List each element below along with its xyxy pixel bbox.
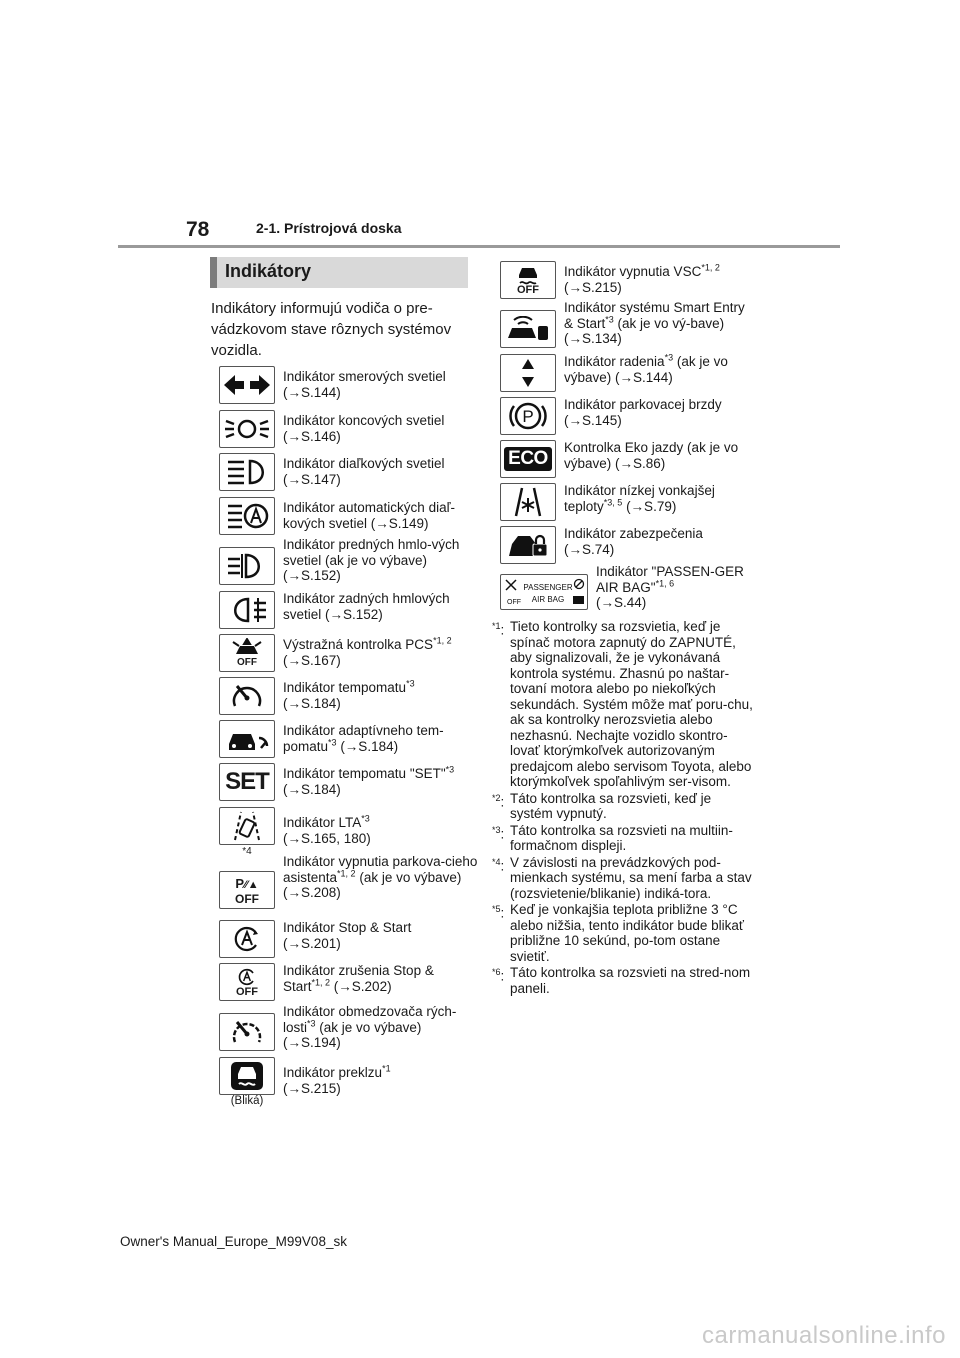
indicator-text: Výstražná kontrolka PCS$^{*1, 2}$ (→S.167) — [283, 635, 452, 668]
footnote: $^{*3}$: Táto kontrolka sa rozsvieti na multiin-formačnom displeji. — [492, 822, 733, 853]
indicator-text: Indikátor tempomatu "SET"$^{*3}$ (→S.184) — [283, 764, 455, 797]
tail-light-icon — [219, 410, 275, 448]
off-label: OFF — [235, 891, 259, 906]
indicator-text: Indikátor diaľkových svetiel (→S.147) — [283, 456, 445, 487]
indicator-text: Indikátor predných hmlo-vých svetiel (ak je vo výbave) (→S.152) — [283, 537, 460, 583]
high-beam-icon — [219, 453, 275, 491]
airbag-passenger-text: PASSENGER — [523, 583, 573, 592]
indicator-text: Indikátor preklzu$^{*1}$ (→S.215) — [283, 1063, 391, 1096]
indicator-text: Indikátor vypnutia parkova-cieho asistenta$^{*1, 2}$ (ak je vo výbave) (→S.208) — [283, 854, 478, 900]
slip-indicator-icon — [219, 1057, 275, 1095]
heading-bar — [210, 257, 468, 288]
indicator-text: Indikátor koncových svetiel (→S.146) — [283, 413, 445, 444]
footer-text: Owner's Manual_Europe_M99V08_sk — [120, 1234, 347, 1249]
indicator-text: Indikátor parkovacej brzdy (→S.145) — [564, 397, 722, 428]
indicator-text: Indikátor systému Smart Entry & Start$^{*3}$ (ak je vo vý-bave) (→S.134) — [564, 300, 745, 346]
indicator-text: Indikátor nízkej vonkajšej teploty$^{*3, 5}$ (→S.79) — [564, 483, 715, 514]
auto-high-beam-icon — [219, 497, 275, 535]
stop-start-icon — [219, 920, 275, 958]
watermark[interactable]: carmanualsonline.info — [702, 1322, 946, 1349]
indicator-text: Indikátor "PASSEN-GER AIR BAG"$^{*1, 6}$ (→S.44) — [596, 564, 744, 610]
footnote: $^{*1}$: Tieto kontrolky sa rozsvietia, keď je spínač motora zapnutý do ZAPNUTÉ, aby signalizovali, že je vykonávaná kontrola systému. Zhasnú po naštar-tovaní motora alebo po niekoľkých sekundách. Systém môže mať poru-chu, ak sa kontrolky nerozsvietia alebo nezhasnú. Nechajte vozidlo skontro-lovať ktorýmkoľvek autorizovaným predajcom alebo servisom Toyota, alebo ktorýmkoľvek spoľahlivým ser-visom. — [492, 619, 753, 789]
speed-limiter-icon — [219, 1013, 275, 1051]
off-label: OFF — [517, 283, 539, 296]
smart-entry-icon — [500, 310, 556, 348]
indicator-text: Indikátor zabezpečenia (→S.74) — [564, 526, 703, 557]
lta-icon — [219, 807, 275, 845]
heading-title: Indikátory — [225, 261, 312, 281]
page-number: 78 — [186, 218, 210, 241]
footnote: $^{*6}$: Táto kontrolka sa rozsvieti na stred-nom paneli. — [492, 965, 751, 996]
stop-start-off-icon — [219, 963, 275, 1001]
indicator-text: Indikátor obmedzovača rých-losti$^{*3}$ (ak je vo výbave) (→S.194) — [283, 1004, 457, 1050]
indicator-text: Indikátor vypnutia VSC$^{*1, 2}$ (→S.215) — [564, 262, 720, 295]
security-icon — [500, 526, 556, 564]
indicator-text: Indikátor LTA$^{*3}$ (→S.165, 180) — [283, 813, 371, 846]
section-title: 2-1. Prístrojová doska — [256, 220, 402, 236]
set-label: SET — [225, 768, 269, 795]
indicator-text: Indikátor zadných hmlových svetiel (→S.152) — [283, 591, 450, 622]
set-icon — [219, 763, 275, 801]
eco-icon — [500, 440, 556, 478]
rear-fog-icon — [219, 591, 275, 629]
indicator-text: Indikátor zrušenia Stop & Start$^{*1, 2}$ (→S.202) — [283, 963, 434, 994]
cruise-control-icon — [219, 677, 275, 715]
indicator-text: Indikátor automatických diaľ-kových svetiel (→S.149) — [283, 500, 456, 531]
shift-indicator-icon — [500, 354, 556, 392]
footnote: $^{*4}$: V závislosti na prevádzkových pod-mienkach systému, sa mení farba a stav (rozsvietenie/blikanie) indiká-tora. — [492, 854, 752, 901]
note-marker: *4 — [242, 846, 252, 857]
intro-text: Indikátory informujú vodiča o pre-vádzkovom stave rôznych systémov vozidla. — [211, 300, 452, 359]
adaptive-cruise-icon — [219, 720, 275, 758]
airbag-label-text: AIR BAG — [531, 595, 565, 604]
front-fog-icon — [219, 547, 275, 585]
off-label: OFF — [237, 657, 257, 668]
pcs-off-icon — [219, 634, 275, 672]
indicator-text: Indikátor tempomatu$^{*3}$ (→S.184) — [283, 678, 415, 711]
vsc-off-icon — [500, 261, 556, 299]
footnote: $^{*5}$: Keď je vonkajšia teplota približne 3 °C alebo nižšia, tento indikátor bude blikať približne 10 sekúnd, po-tom ostane svietiť. — [492, 902, 744, 964]
parking-assist-off-icon: P⁄⁄▲ OFF — [219, 871, 275, 909]
parking-brake-icon — [500, 397, 556, 435]
airbag-off-text: OFF — [507, 599, 521, 606]
passenger-airbag-icon — [500, 574, 588, 610]
off-label: OFF — [236, 985, 258, 998]
indicator-text: Indikátor Stop & Start (→S.201) — [283, 920, 412, 951]
indicator-text: Indikátor radenia$^{*3}$ (ak je vo výbave) (→S.144) — [564, 352, 728, 385]
indicator-text: Indikátor adaptívneho tem-pomatu$^{*3}$ (→S.184) — [283, 723, 444, 754]
footnotes — [492, 619, 754, 997]
note-marker: (Bliká) — [230, 1095, 264, 1107]
eco-label: ECO — [504, 447, 552, 471]
low-temp-icon — [500, 483, 556, 521]
turn-signal-arrows-icon — [219, 366, 275, 404]
indicator-text: Indikátor smerových svetiel (→S.144) — [283, 369, 446, 400]
header-rule — [118, 245, 840, 248]
footnote: $^{*2}$: Táto kontrolka sa rozsvieti, keď je systém vypnutý. — [492, 790, 712, 821]
svg-text:P: P — [522, 407, 534, 426]
indicator-text: Kontrolka Eko jazdy (ak je vo výbave) (→S.86) — [564, 440, 739, 471]
